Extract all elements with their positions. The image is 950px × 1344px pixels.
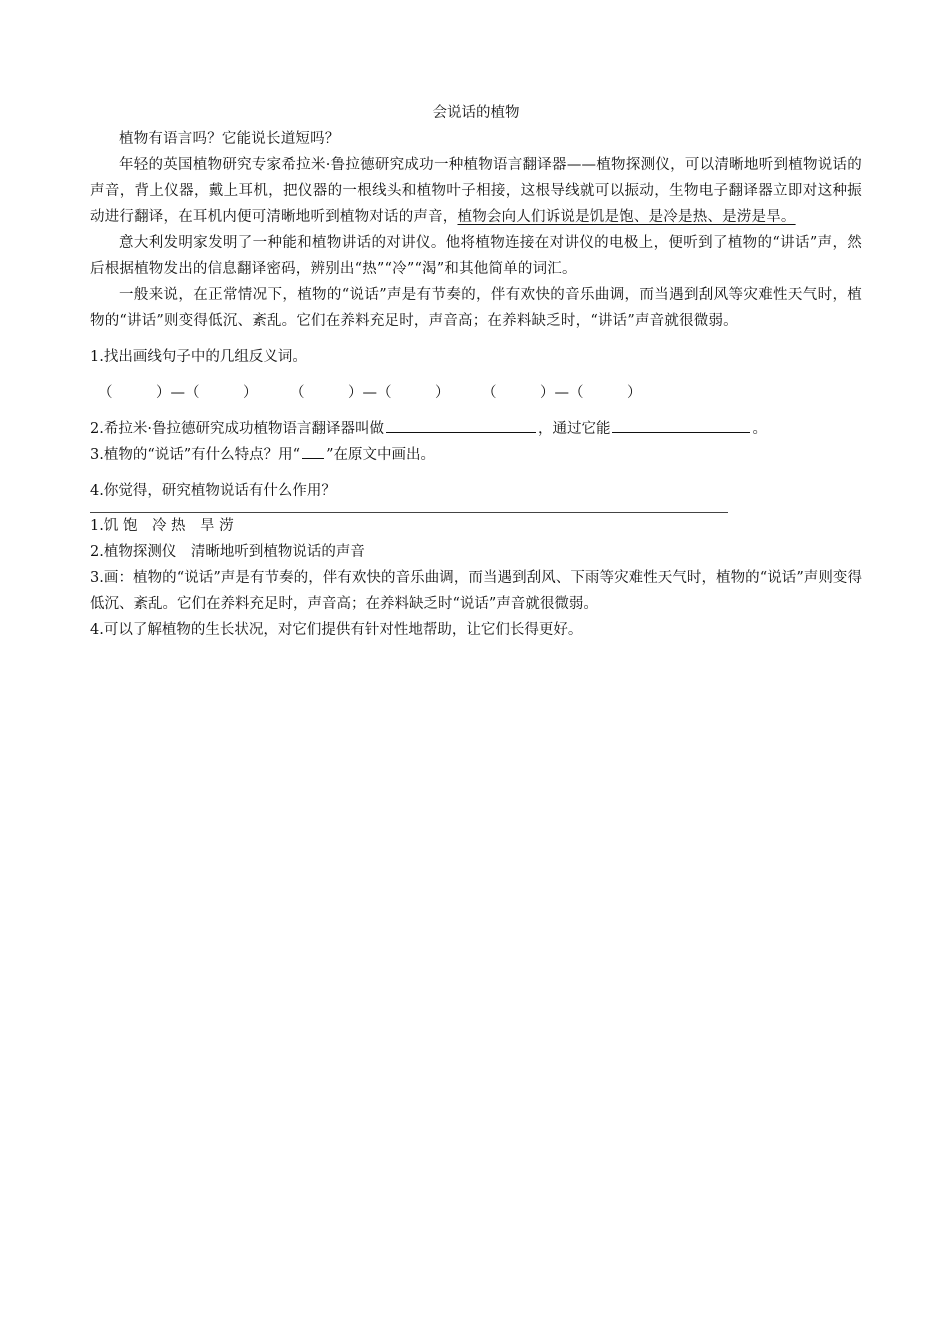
antonym-pair-blank: （ ）—（ ） bbox=[98, 385, 258, 401]
question-2-part-c: 。 bbox=[752, 421, 767, 437]
underline-sample bbox=[302, 442, 324, 459]
worksheet-page bbox=[90, 100, 862, 643]
passage-paragraph-1: 植物有语言吗？它能说长道短吗？ bbox=[119, 131, 340, 147]
answer-2: 2.植物探测仪 清晰地听到植物说话的声音 bbox=[90, 544, 365, 560]
question-3 bbox=[90, 442, 862, 468]
passage-paragraph-3: 意大利发明家发明了一种能和植物讲话的对讲仪。他将植物连接在对讲仪的电极上，便听到了植物的“讲话”声，然后根据植物发出的信息翻译密码，辨别出“热”“冷”“渴”和其他简单的词汇。 bbox=[90, 235, 862, 277]
question-1: 1.找出画线句子中的几组反义词。 bbox=[90, 349, 307, 365]
question-2-part-a: 2.希拉米·鲁拉德研究成功植物语言翻译器叫做 bbox=[90, 421, 384, 437]
underlined-sentence: 植物会向人们诉说是饥是饱、是冷是热、是涝是旱。 bbox=[457, 209, 796, 225]
answer-1: 1.饥 饱 冷 热 旱 涝 bbox=[90, 518, 234, 534]
question-4: 4.你觉得，研究植物说话有什么作用？ bbox=[90, 483, 336, 499]
answer-blank bbox=[612, 416, 750, 433]
question-3-part-a: 3.植物的“说话”有什么特点？用“ bbox=[90, 447, 301, 463]
passage-paragraph-2 bbox=[90, 152, 862, 230]
antonym-pair-blank: （ ）—（ ） bbox=[290, 385, 450, 401]
question-2-part-b: ，通过它能 bbox=[537, 421, 611, 437]
question-3-part-b: ”在原文中画出。 bbox=[326, 447, 435, 463]
question-2 bbox=[90, 416, 862, 442]
page-title: 会说话的植物 bbox=[432, 105, 520, 121]
answer-3: 3.画：植物的“说话”声是有节奏的，伴有欢快的音乐曲调，而当遇到刮风、下雨等灾难性天气时，植物的“说话”声则变得低沉、紊乱。它们在养料充足时，声音高；在养料缺乏时“说话”声音就很微弱。 bbox=[90, 570, 862, 612]
passage-paragraph-4: 一般来说，在正常情况下，植物的“说话”声是有节奏的，伴有欢快的音乐曲调，而当遇到刮风等灾难性天气时，植物的“讲话”则变得低沉、紊乱。它们在养料充足时，声音高；在养料缺乏时，“讲话”声音就很微弱。 bbox=[90, 287, 862, 329]
answer-4: 4.可以了解植物的生长状况，对它们提供有针对性地帮助，让它们长得更好。 bbox=[90, 622, 583, 638]
answer-blank bbox=[386, 416, 536, 433]
antonym-pairs bbox=[90, 380, 862, 406]
passage-paragraph-2-text: 年轻的英国植物研究专家希拉米·鲁拉德研究成功一种植物语言翻译器——植物探测仪，可以清晰地听到植物说话的声音，背上仪器，戴上耳机，把仪器的一根线头和植物叶子相接，这根导线就可以振动，生物电子翻译器立即对这种振动进行翻译，在耳机内便可清晰地听到植物对话的声音， bbox=[90, 157, 862, 225]
antonym-pair-blank: （ ）—（ ） bbox=[482, 385, 642, 401]
